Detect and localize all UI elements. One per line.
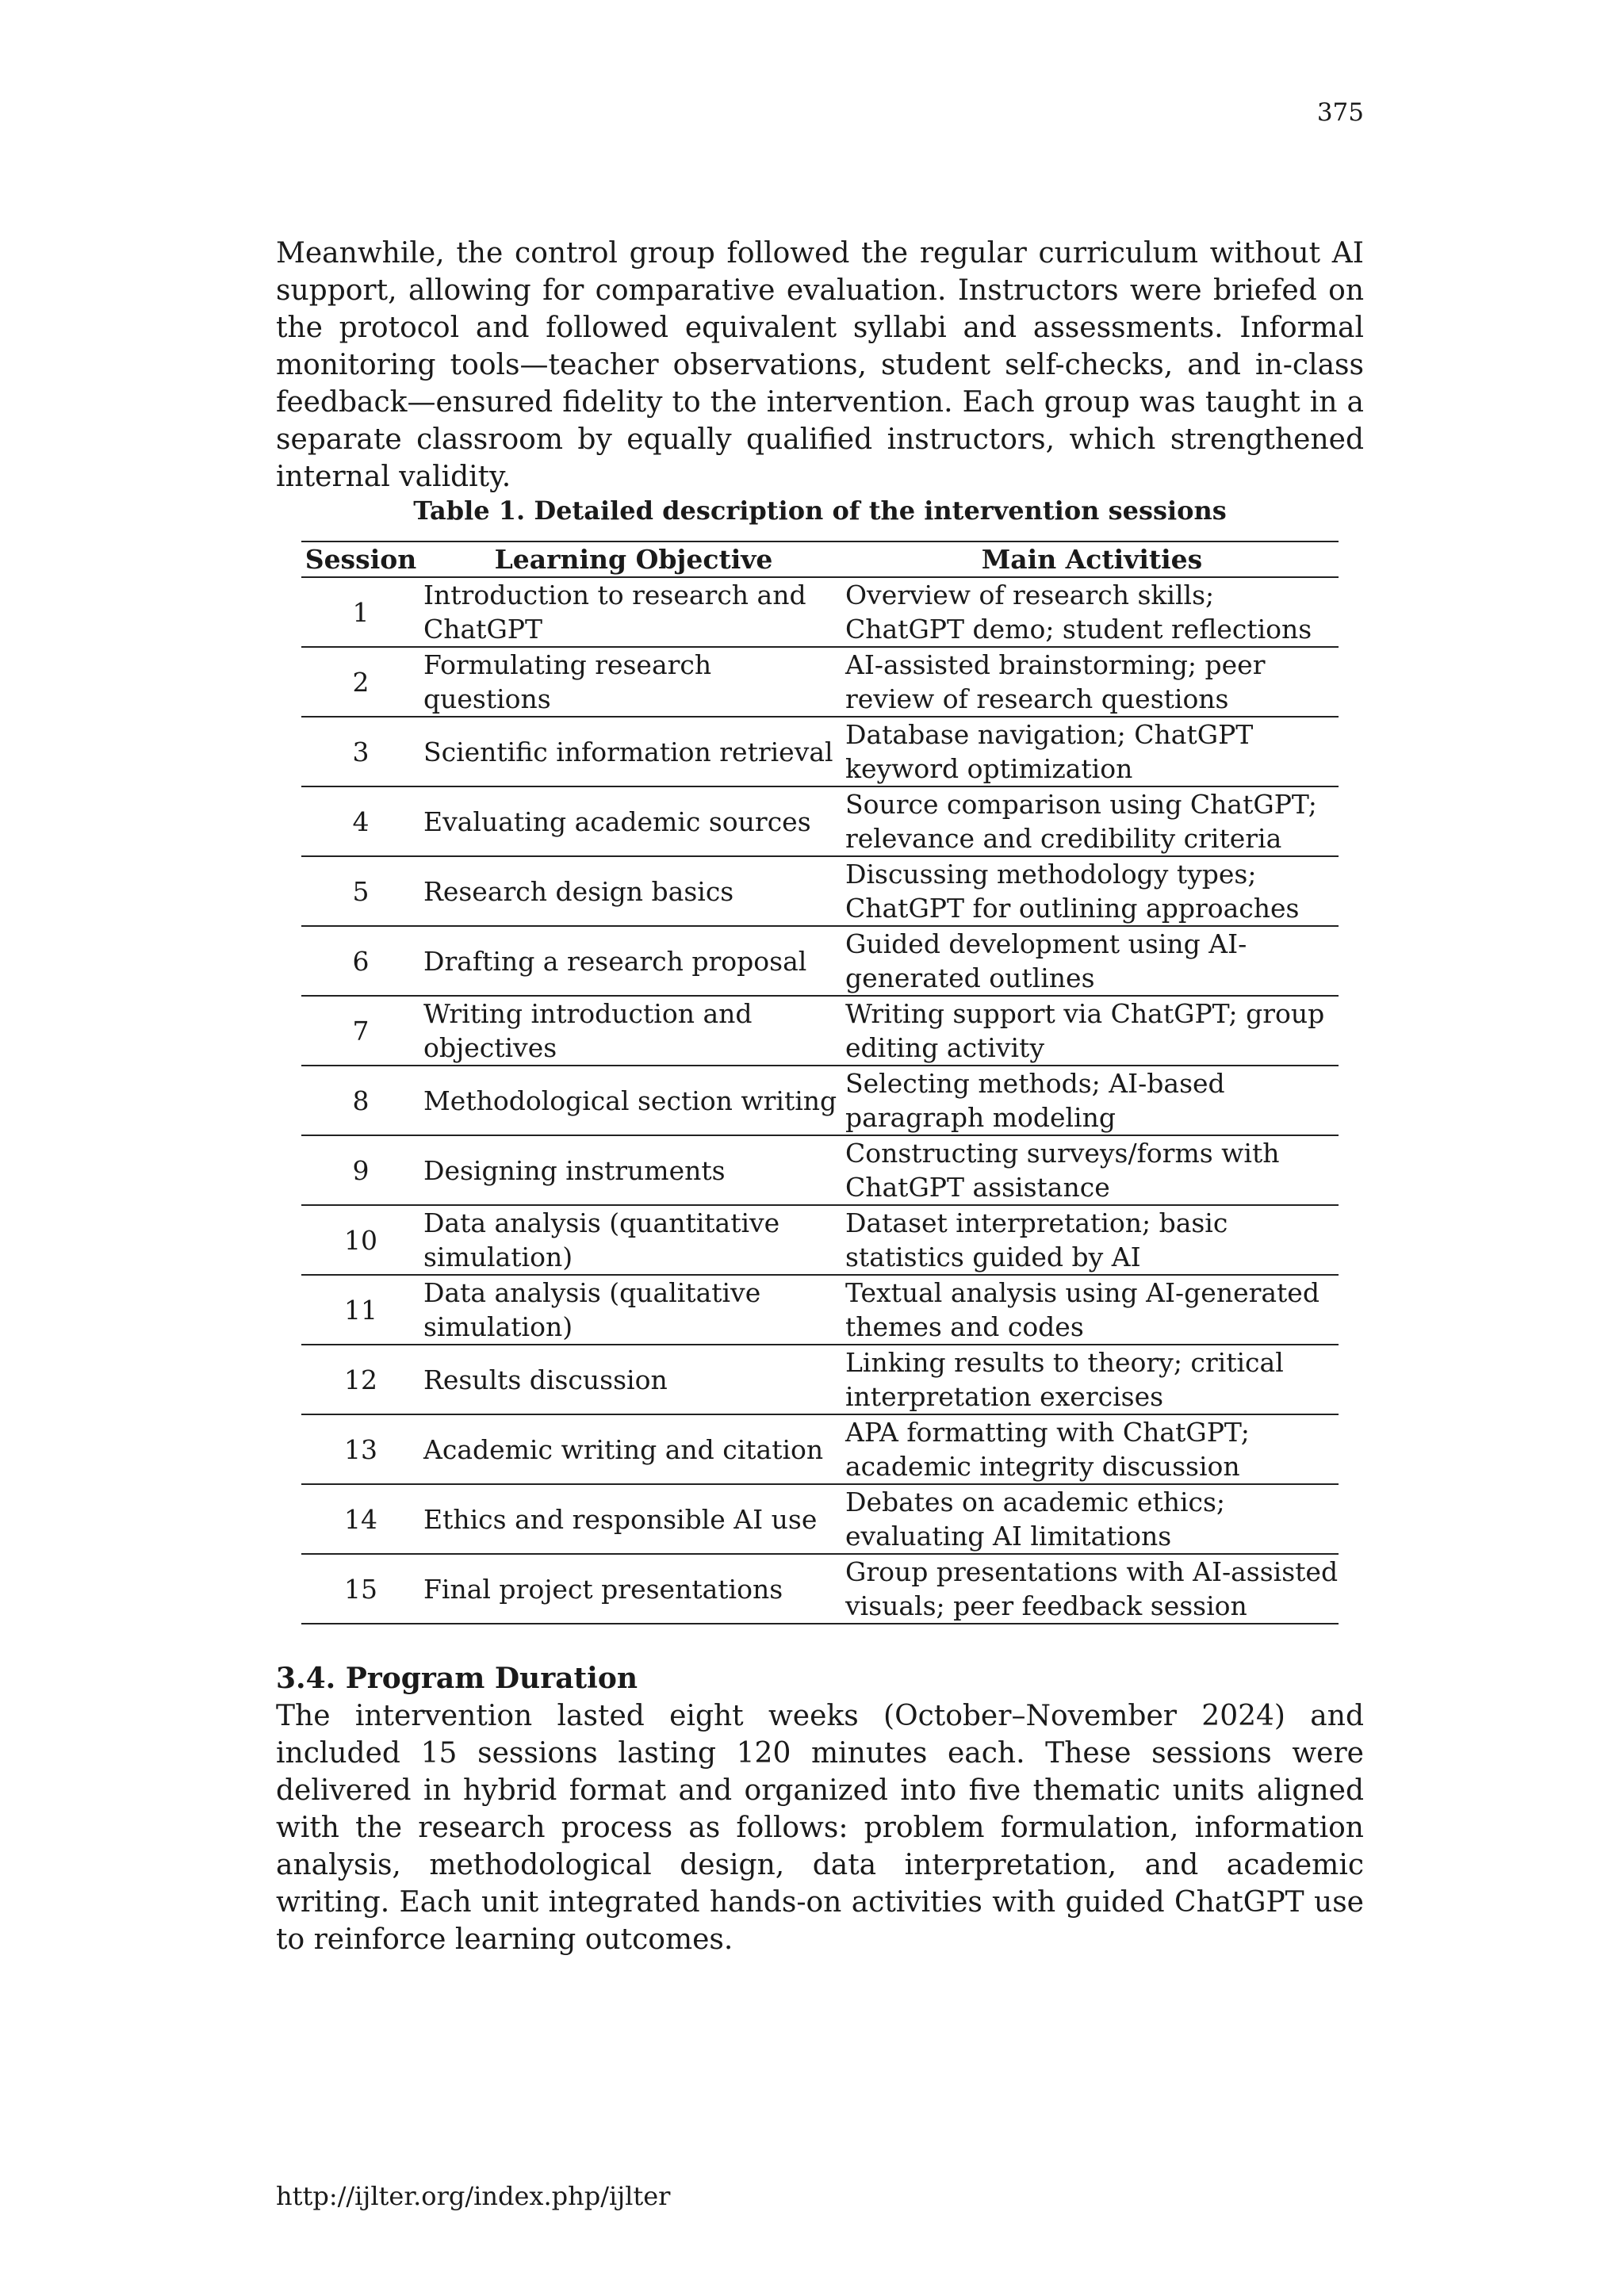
objective-cell: Methodological section writing	[423, 1085, 837, 1116]
session-cell: 15	[344, 1573, 377, 1605]
session-cell: 12	[344, 1364, 377, 1395]
session-cell: 8	[352, 1085, 370, 1116]
session-cell: 4	[352, 806, 370, 837]
objective-cell: Scientific information retrieval	[423, 736, 833, 767]
sessions-table	[301, 541, 1339, 1624]
footer-url: http://ijlter.org/index.php/ijlter	[276, 2181, 671, 2211]
table-row	[301, 577, 1339, 647]
objective-cell: Designing instruments	[423, 1154, 726, 1186]
objective-cell: Formulating research questions	[423, 649, 712, 714]
session-cell: 14	[344, 1503, 377, 1535]
activities-cell: Guided development using AI-generated outlines	[845, 928, 1247, 993]
table-row	[301, 856, 1339, 926]
section-heading: 3.4. Program Duration	[276, 1662, 638, 1695]
column-header-activities: Main Activities	[981, 544, 1203, 575]
activities-cell: Selecting methods; AI-based paragraph modeling	[845, 1068, 1225, 1133]
table-body	[301, 577, 1339, 1624]
objective-cell: Research design basics	[423, 875, 734, 907]
objective-cell: Ethics and responsible AI use	[423, 1503, 818, 1535]
session-cell: 2	[352, 666, 370, 698]
column-header-objective: Learning Objective	[494, 544, 773, 575]
table-row	[301, 786, 1339, 856]
table-row	[301, 1484, 1339, 1554]
table-caption: Table 1. Detailed description of the intervention sessions	[413, 496, 1227, 526]
session-cell: 7	[352, 1015, 370, 1047]
activities-cell: Writing support via ChatGPT; group editing activity	[845, 998, 1325, 1063]
table-row	[301, 1135, 1339, 1205]
session-cell: 6	[352, 945, 370, 977]
objective-cell: Introduction to research and ChatGPT	[423, 580, 806, 645]
activities-cell: Source comparison using ChatGPT; relevance and credibility criteria	[845, 789, 1317, 854]
activities-cell: Textual analysis using AI-generated themes and codes	[845, 1277, 1320, 1342]
table-header-row	[301, 541, 1339, 577]
objective-cell: Writing introduction and objectives	[423, 998, 753, 1063]
activities-cell: Group presentations with AI-assisted visuals; peer feedback session	[845, 1556, 1339, 1621]
objective-cell: Results discussion	[423, 1364, 668, 1395]
intro-paragraph: Meanwhile, the control group followed the regular curriculum without AI support, allowing for comparative evaluation. Instructors were briefed on the protocol and followed equivalent syllabi and assessments. Informal monitoring tools—teacher observations, student self-checks, and in-class feedback—ensured fidelity to the intervention. Each group was taught in a separate classroom by equally qualified instructors, which strengthened internal validity.	[276, 237, 1364, 493]
session-cell: 9	[352, 1154, 370, 1186]
session-cell: 10	[344, 1224, 377, 1256]
session-cell: 5	[352, 875, 370, 907]
table-row	[301, 1205, 1339, 1275]
session-cell: 3	[352, 736, 370, 767]
activities-cell: Database navigation; ChatGPT keyword optimization	[845, 719, 1254, 784]
table-row	[301, 1345, 1339, 1414]
activities-cell: Debates on academic ethics; evaluating AI limitations	[845, 1487, 1226, 1552]
table-row	[301, 1066, 1339, 1135]
session-cell: 1	[352, 596, 370, 628]
activities-cell: Dataset interpretation; basic statistics guided by AI	[845, 1207, 1228, 1272]
objective-cell: Evaluating academic sources	[423, 806, 811, 837]
table-row	[301, 647, 1339, 717]
activities-cell: Linking results to theory; critical interpretation exercises	[845, 1347, 1284, 1412]
page-number: 375	[1316, 98, 1364, 127]
activities-cell: Overview of research skills; ChatGPT demo; student reflections	[845, 580, 1312, 645]
activities-cell: Constructing surveys/forms with ChatGPT assistance	[845, 1138, 1280, 1203]
session-cell: 13	[344, 1433, 377, 1465]
activities-cell: Discussing methodology types; ChatGPT for outlining approaches	[845, 859, 1300, 924]
table-row	[301, 717, 1339, 786]
objective-cell: Data analysis (quantitative simulation)	[423, 1207, 780, 1272]
table-row	[301, 1414, 1339, 1484]
objective-cell: Drafting a research proposal	[423, 945, 807, 977]
table-row	[301, 1554, 1339, 1624]
objective-cell: Final project presentations	[423, 1573, 783, 1605]
section-paragraph: The intervention lasted eight weeks (October–November 2024) and included 15 sessions lasting 120 minutes each. These sessions were delivered in hybrid format and organized into five thematic units aligned with the research process as follows: problem formulation, information analysis, methodological design, data interpretation, and academic writing. Each unit integrated hands-on activities with guided ChatGPT use to reinforce learning outcomes.	[276, 1700, 1364, 1956]
table-row	[301, 996, 1339, 1066]
objective-cell: Academic writing and citation	[423, 1433, 824, 1465]
activities-cell: AI-assisted brainstorming; peer review of research questions	[845, 649, 1266, 714]
column-header-session: Session	[304, 544, 417, 575]
table-row	[301, 926, 1339, 996]
objective-cell: Data analysis (qualitative simulation)	[423, 1277, 761, 1342]
session-cell: 11	[344, 1294, 377, 1326]
activities-cell: APA formatting with ChatGPT; academic integrity discussion	[845, 1417, 1250, 1482]
table-row	[301, 1275, 1339, 1345]
